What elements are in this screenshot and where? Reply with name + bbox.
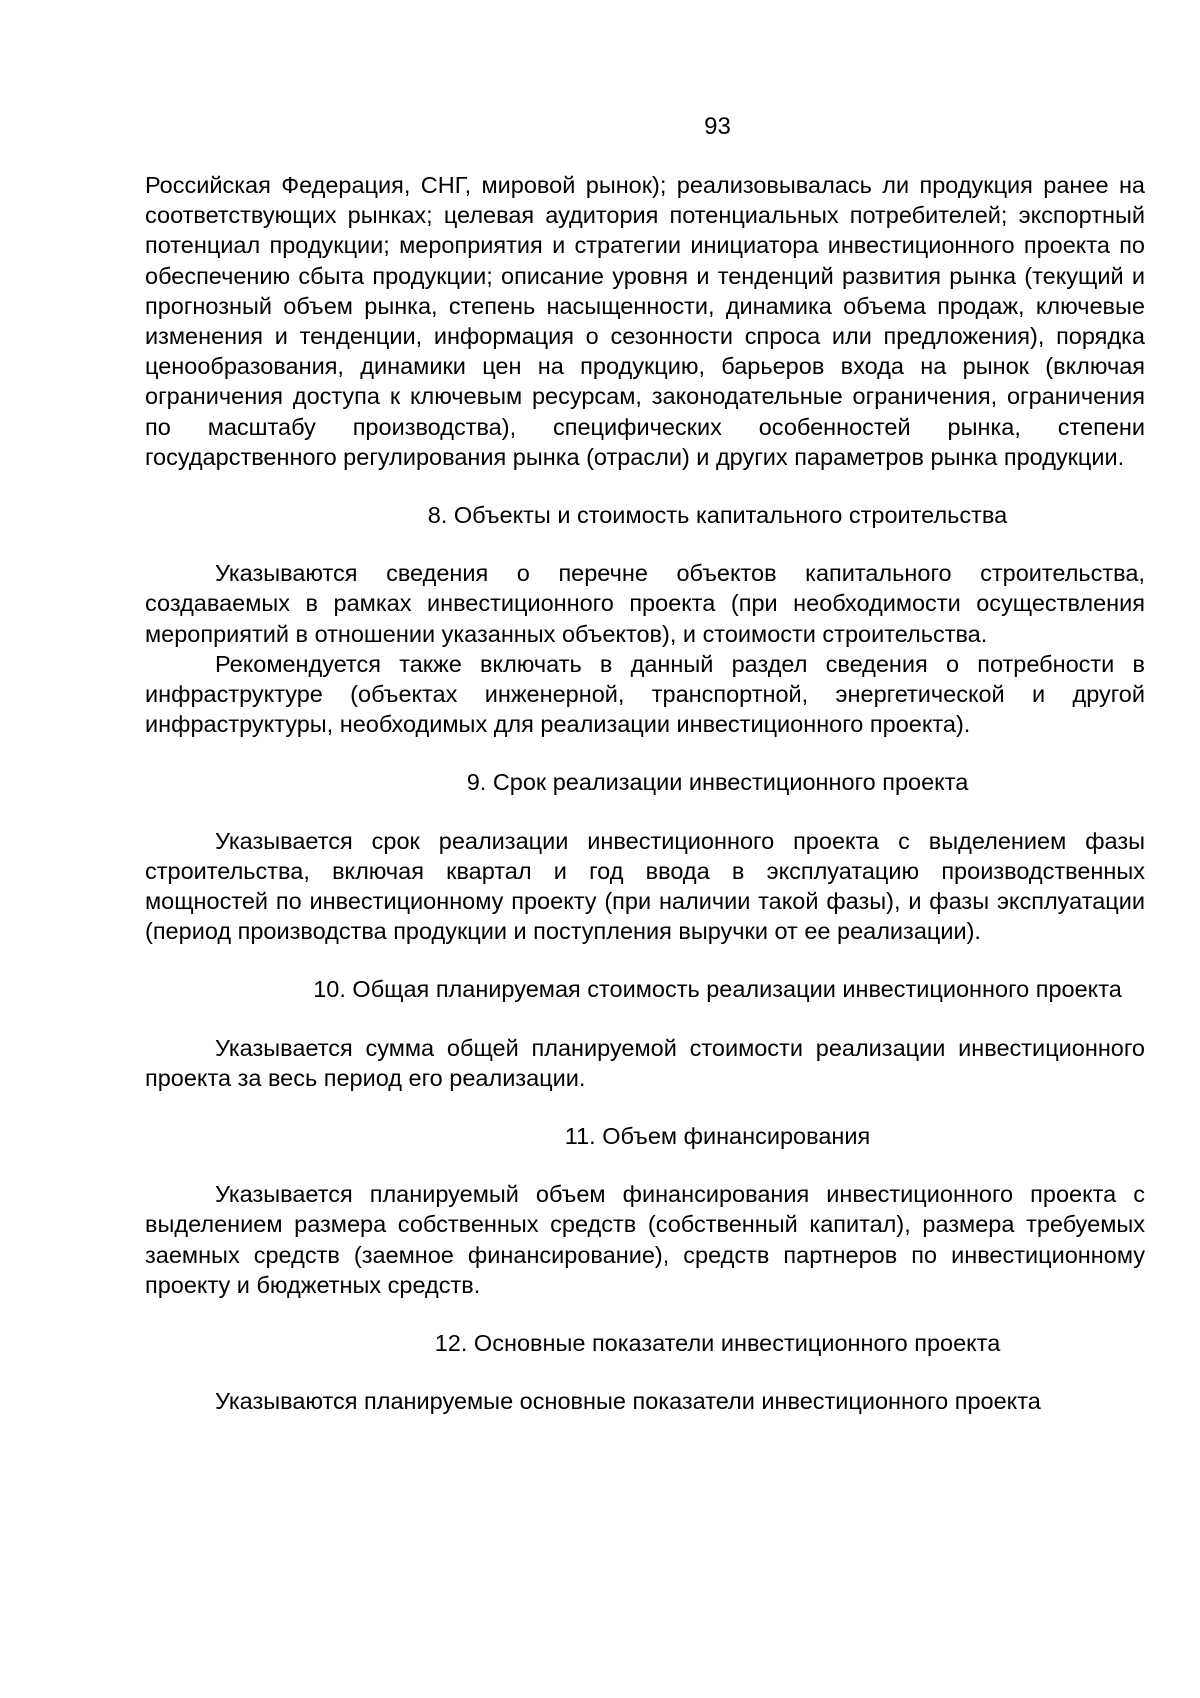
section-8-heading: 8. Объекты и стоимость капитального строительства: [427, 502, 1008, 529]
section-12-paragraph-1: Указываются планируемые основные показатели инвестиционного проекта: [215, 1388, 1041, 1415]
section-12-heading: 12. Основные показатели инвестиционного проекта: [434, 1330, 1001, 1357]
section-10-heading: 10. Общая планируемая стоимость реализации инвестиционного проекта: [313, 976, 1122, 1003]
section-11-paragraph-1: Указывается планируемый объем финансирования инвестиционного проекта с выделением размера собственных средств (собственный капитал), размера требуемых заемных средств (заемное финансирование), средств партнеров по инвестиционному проекту и бюджетных средств.: [145, 1181, 1145, 1298]
intro-paragraph: Российская Федерация, СНГ, мировой рынок); реализовывалась ли продукция ранее на соответствующих рынках; целевая аудитория потенциальных потребителей; экспортный потенциал продукции; мероприятия и стратегии инициатора инвестиционного проекта по обеспечению сбыта продукции; описание уровня и тенденций развития рынка (текущий и прогнозный объем рынка, степень насыщенности, динамика объема продаж, ключевые изменения и тенденции, информация о сезонности спроса или предложения), порядка ценообразования, динамики цен на продукцию, барьеров входа на рынок (включая ограничения доступа к ключевым ресурсам, законодательные ограничения, ограничения по масштабу производства), специфических особенностей рынка, степени государственного регулирования рынка (отрасли) и других параметров рынка продукции.: [145, 172, 1145, 470]
section-10-paragraph-1: Указывается сумма общей планируемой стоимости реализации инвестиционного проекта за весь период его реализации.: [145, 1034, 1145, 1091]
section-11-heading: 11. Объем финансирования: [564, 1123, 871, 1150]
page-number: 93: [704, 113, 731, 140]
section-8-paragraph-1: Указываются сведения о перечне объектов капитального строительства, создаваемых в рамках инвестиционного проекта (при необходимости осуществления мероприятий в отношении указанных объектов), и стоимости строительства.: [145, 560, 1145, 647]
section-8-paragraph-2: Рекомендуется также включать в данный раздел сведения о потребности в инфраструктуре (объектах инженерной, транспортной, энергетической и другой инфраструктуры, необходимых для реализации инвестиционного проекта).: [145, 650, 1145, 738]
section-9-heading: 9. Срок реализации инвестиционного проекта: [466, 769, 969, 796]
section-9-paragraph-1: Указывается срок реализации инвестиционного проекта с выделением фазы строительства, включая квартал и год ввода в эксплуатацию производственных мощностей по инвестиционному проекту (при наличии такой фазы), и фазы эксплуатации (период производства продукции и поступления выручки от ее реализации).: [145, 827, 1145, 945]
document-page: [145, 112, 1145, 1417]
